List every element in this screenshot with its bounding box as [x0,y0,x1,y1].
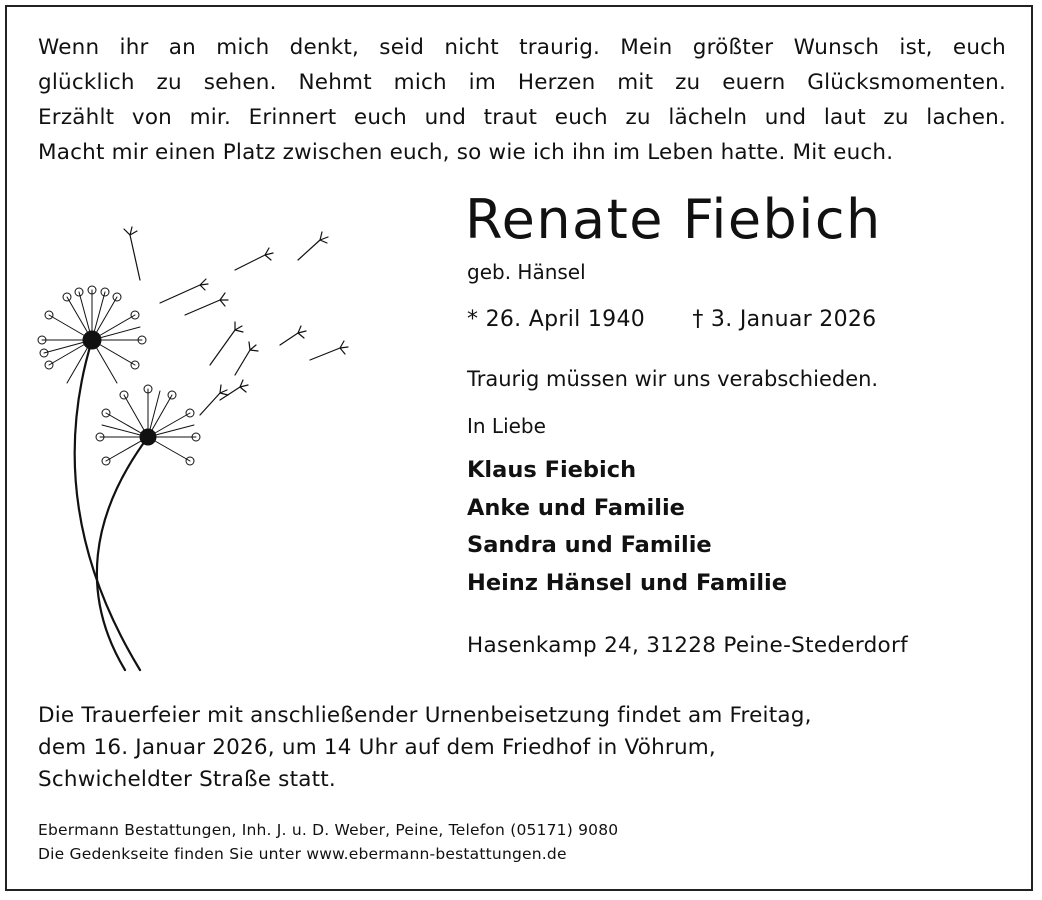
family-member: Anke und Familie [467,494,685,521]
funeral-home-contact: Ebermann Bestattungen, Inh. J. u. D. Weber, Peine, Telefon (05171) 9080 [38,821,619,839]
deceased-name: Renate Fiebich [465,188,882,251]
ceremony-line: Schwicheldter Straße statt. [38,767,336,792]
death-date: † 3. Januar 2026 [692,307,877,332]
family-member: Klaus Fiebich [467,457,637,483]
family-member: Sandra und Familie [467,532,712,558]
in-liebe-text: In Liebe [467,414,546,438]
ceremony-info [38,700,812,796]
maiden-name: geb. Hänsel [467,260,586,284]
poem-line: Wenn ihr an mich denkt, seid nicht traurig. Mein größter Wunsch ist, euch [38,35,1006,60]
birth-date: * 26. April 1940 [467,307,646,332]
poem-line: glücklich zu sehen. Nehmt mich im Herzen mit zu euern Glücksmomenten. [38,70,1006,95]
life-dates [467,307,876,332]
ceremony-line: Die Trauerfeier mit anschließender Urnenbeisetzung findet am Freitag, [38,703,812,728]
family-address: Hasenkamp 24, 31228 Peine-Stederdorf [467,633,908,658]
poem [38,30,1006,170]
farewell-text: Traurig müssen wir uns verabschieden. [467,367,879,391]
poem-line: Erzählt von mir. Erinnert euch und traut euch zu lächeln und laut zu lachen. [38,105,1006,130]
family-member: Heinz Hänsel und Familie [467,569,788,596]
family-list [467,452,787,602]
ceremony-line: dem 16. Januar 2026, um 14 Uhr auf dem Friedhof in Vöhrum, [38,735,716,760]
poem-line: Macht mir einen Platz zwischen euch, so wie ich ihn im Leben hatte. Mit euch. [38,140,894,165]
memorial-page-note: Die Gedenkseite finden Sie unter www.ebermann-bestattungen.de [38,845,567,863]
dandelion-illustration [20,215,380,675]
funeral-home-footer [38,818,618,866]
